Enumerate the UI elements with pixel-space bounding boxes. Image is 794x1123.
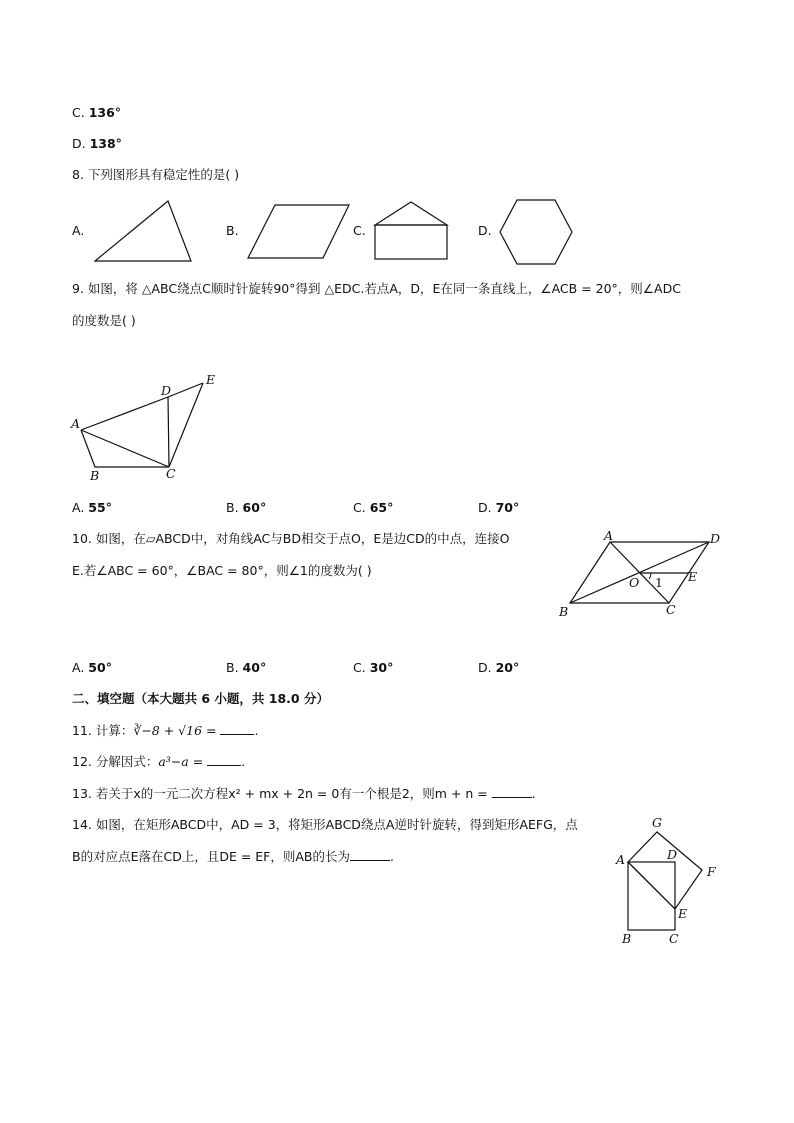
option-value: 30°	[369, 660, 394, 675]
q9-label-b: B	[90, 468, 100, 483]
q12	[72, 753, 245, 771]
q10-label-e: E	[688, 569, 698, 584]
q8-option-b-letter: B.	[226, 223, 239, 238]
q9-option-c	[353, 499, 393, 517]
q13-answer-blank[interactable]	[492, 785, 532, 798]
option-value: 65°	[369, 500, 394, 515]
q10-stem-line1: 10. 如图，在▱ABCD中，对角线AC与BD相交于点O，E是边CD的中点，连接O	[72, 531, 510, 546]
option-letter: A.	[72, 660, 85, 675]
q8-option-d-letter: D.	[478, 223, 492, 238]
q12-expression: a³−a =	[158, 754, 204, 769]
q8-house-figure	[373, 200, 449, 262]
q13	[72, 785, 536, 803]
option-value: 138°	[89, 136, 122, 151]
option-letter: C.	[353, 500, 366, 515]
q14-figure	[612, 812, 727, 947]
q14-label-b: B	[622, 931, 632, 946]
q12-prefix: 12. 分解因式：	[72, 754, 159, 769]
option-letter: D.	[478, 500, 492, 515]
q11-answer-blank[interactable]	[220, 722, 254, 735]
q8-parallelogram-figure	[246, 203, 352, 261]
q7-option-d	[72, 135, 122, 153]
q10-label-o: O	[629, 575, 640, 590]
q10-label-angle-1: 1	[655, 575, 663, 590]
q8-stem: 8. 下列图形具有稳定性的是( )	[72, 167, 240, 182]
q14-label-f: F	[707, 864, 716, 879]
q14-label-c: C	[669, 931, 679, 946]
q9-label-e: E	[206, 372, 216, 387]
q14-line2-text: B的对应点E落在CD上，且DE = EF，则AB的长为	[72, 849, 350, 864]
q10-label-a: A	[604, 528, 614, 543]
q11-prefix: 11. 计算：	[72, 723, 134, 738]
q11-suffix: .	[254, 723, 259, 738]
option-letter: D.	[478, 660, 492, 675]
q12-answer-blank[interactable]	[207, 753, 241, 766]
option-letter: B.	[226, 660, 239, 675]
q9-option-a	[72, 499, 112, 517]
option-letter: D.	[72, 136, 86, 151]
q8-triangle-figure	[92, 198, 202, 264]
q9-label-a: A	[71, 416, 81, 431]
q14-answer-blank[interactable]	[350, 848, 390, 861]
q10-option-c	[353, 659, 393, 677]
option-value: 55°	[88, 500, 112, 515]
q14-label-d: D	[667, 847, 678, 862]
q11	[72, 722, 258, 740]
q12-suffix: .	[241, 754, 246, 769]
q9-option-d	[478, 499, 519, 517]
q8-hexagon-figure	[498, 198, 576, 266]
q13-text: 13. 若关于x的一元二次方程x² + mx + 2n = 0有一个根是2，则m + n =	[72, 786, 488, 801]
q9-option-b	[226, 499, 266, 517]
q14-line1: 14. 如图，在矩形ABCD中，AD = 3，将矩形ABCD绕点A逆时针旋转，得到矩形AEFG，点	[72, 817, 578, 832]
option-letter: C.	[353, 660, 366, 675]
q14-label-g: G	[652, 815, 662, 830]
option-value: 60°	[242, 500, 267, 515]
q7-option-c	[72, 104, 121, 122]
option-value: 136°	[88, 105, 122, 120]
q14-line2	[72, 848, 394, 866]
q10-figure	[555, 528, 730, 623]
option-value: 40°	[242, 660, 267, 675]
option-value: 70°	[495, 500, 520, 515]
option-value: 20°	[495, 660, 520, 675]
q10-label-c: C	[666, 602, 676, 617]
q14-suffix: .	[390, 849, 394, 864]
option-letter: A.	[72, 500, 85, 515]
q9-figure	[68, 372, 228, 484]
q8-option-a-letter: A.	[72, 223, 85, 238]
option-letter: C.	[72, 105, 85, 120]
q9-label-c: C	[166, 466, 176, 481]
option-letter: B.	[226, 500, 239, 515]
option-value: 50°	[88, 660, 112, 675]
q10-label-d: D	[710, 531, 721, 546]
section-title: 二、填空题（本大题共 6 小题，共 18.0 分）	[72, 691, 329, 706]
q9-label-d: D	[161, 383, 172, 398]
q10-option-d	[478, 659, 519, 677]
q13-suffix: .	[531, 786, 536, 801]
q9-stem-line2: 的度数是( )	[72, 313, 136, 328]
q9-stem-line1: 9. 如图，将 △ABC绕点C顺时针旋转90°得到 △EDC.若点A，D，E在同一条直线上，∠ACB = 20°，则∠ADC	[72, 281, 681, 296]
q10-stem-line2: E.若∠ABC = 60°，∠BAC = 80°，则∠1的度数为( )	[72, 563, 372, 578]
q11-expression: ∛−8 + √16 =	[133, 723, 217, 738]
q10-label-b: B	[559, 604, 569, 619]
q10-option-a	[72, 659, 112, 677]
q14-label-a: A	[616, 852, 626, 867]
q10-option-b	[226, 659, 266, 677]
q14-label-e: E	[678, 906, 688, 921]
q8-option-c-letter: C.	[353, 223, 366, 238]
